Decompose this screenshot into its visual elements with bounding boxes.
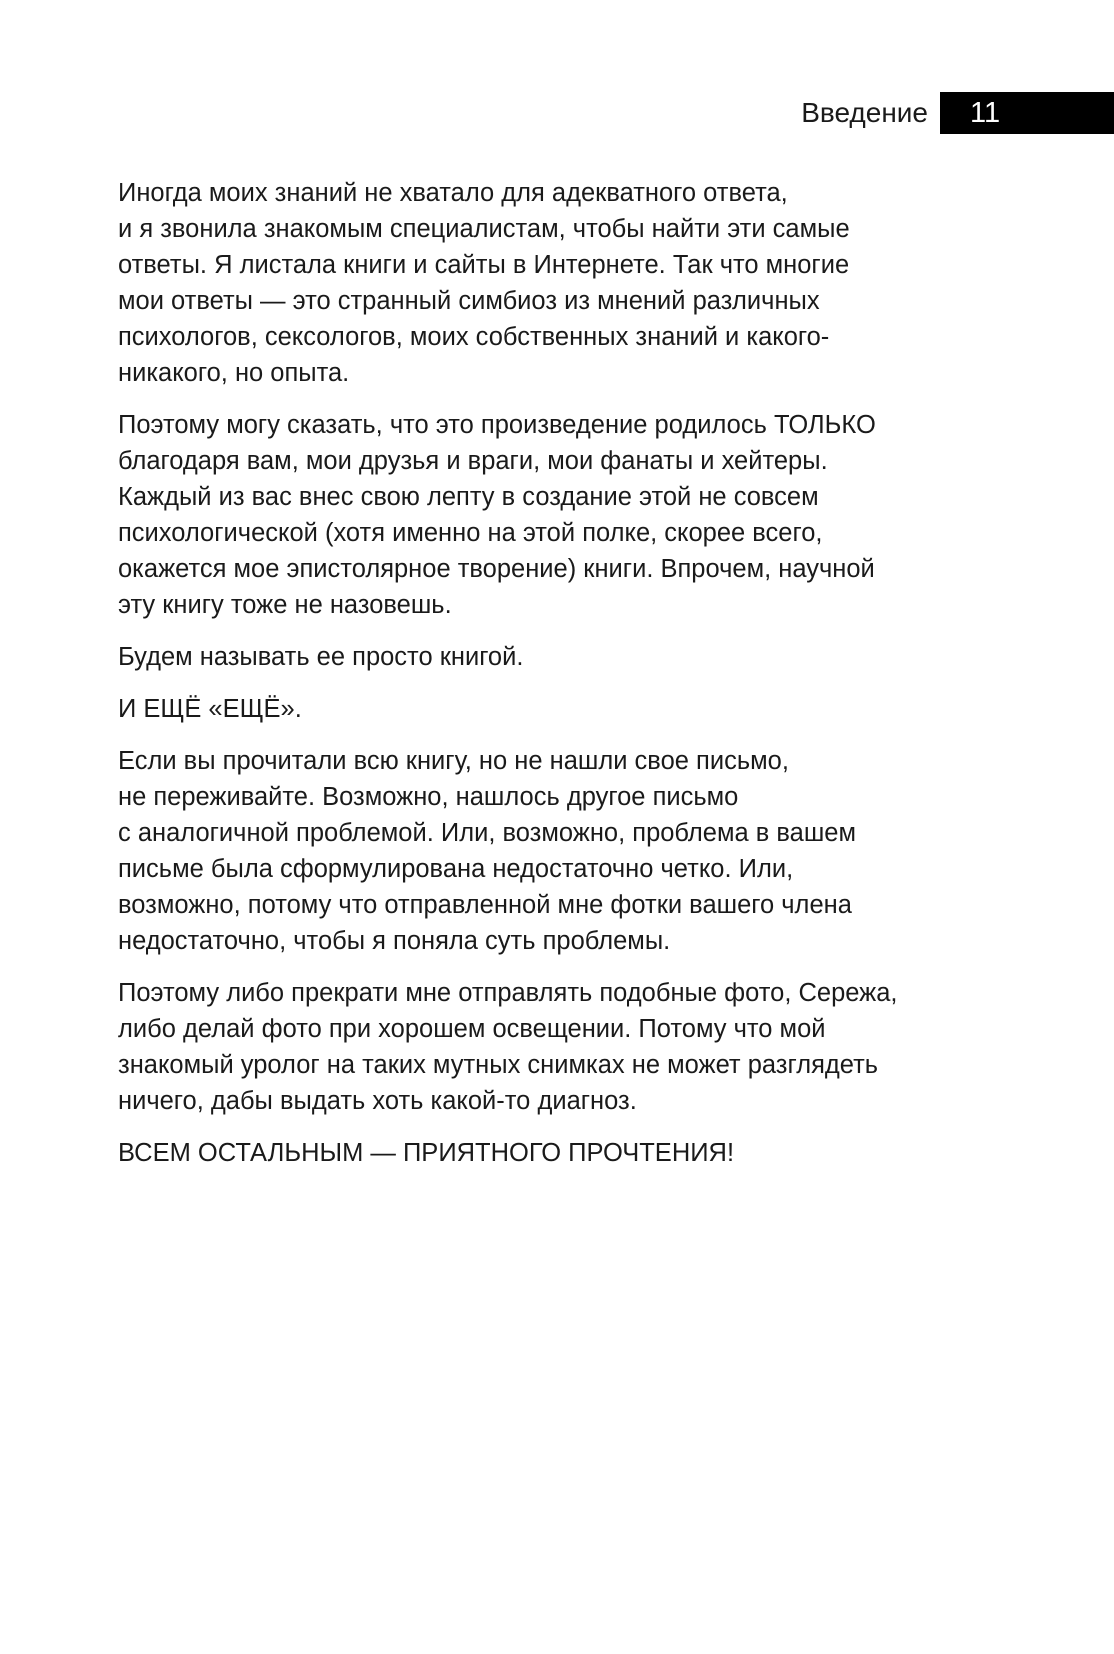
paragraph xyxy=(118,691,938,727)
text-line: ВСЕМ ОСТАЛЬНЫМ — ПРИЯТНОГО ПРОЧТЕНИЯ! xyxy=(118,1139,735,1167)
page-number-box xyxy=(940,92,1114,134)
text-line: недостаточно, чтобы я поняла суть проблемы. xyxy=(118,927,671,955)
text-line: Иногда моих знаний не хватало для адекватного ответа, xyxy=(118,179,788,207)
page-number: 11 xyxy=(970,97,1001,129)
paragraph xyxy=(118,639,938,675)
text-line: с аналогичной проблемой. Или, возможно, проблема в вашем xyxy=(118,819,856,847)
text-line: окажется мое эпистолярное творение) книги. Впрочем, научной xyxy=(118,555,875,583)
paragraph xyxy=(118,1135,938,1171)
paragraph xyxy=(118,175,938,391)
text-line: мои ответы — это странный симбиоз из мнений различных xyxy=(118,287,820,315)
paragraph xyxy=(118,975,938,1119)
text-line: Поэтому могу сказать, что это произведение родилось ТОЛЬКО xyxy=(118,411,876,439)
text-line: письме была сформулирована недостаточно четко. Или, xyxy=(118,855,794,883)
paragraph xyxy=(118,743,938,959)
text-line: благодаря вам, мои друзья и враги, мои фанаты и хейтеры. xyxy=(118,447,828,475)
text-line: не переживайте. Возможно, нашлось другое письмо xyxy=(118,783,739,811)
text-line: возможно, потому что отправленной мне фотки вашего члена xyxy=(118,891,852,919)
text-line: либо делай фото при хорошем освещении. Потому что мой xyxy=(118,1015,826,1043)
text-line: психологов, сексологов, моих собственных знаний и какого- xyxy=(118,323,830,351)
text-line: Будем называть ее просто книгой. xyxy=(118,643,524,671)
text-line: никакого, но опыта. xyxy=(118,359,350,387)
text-line: Если вы прочитали всю книгу, но не нашли свое письмо, xyxy=(118,747,789,775)
body-text xyxy=(118,175,938,1187)
section-title: Введение xyxy=(801,97,928,128)
paragraph xyxy=(118,407,938,623)
text-line: Поэтому либо прекрати мне отправлять подобные фото, Сережа, xyxy=(118,979,898,1007)
text-line: ничего, дабы выдать хоть какой-то диагноз. xyxy=(118,1087,637,1115)
text-line: психологической (хотя именно на этой полке, скорее всего, xyxy=(118,519,823,547)
text-line: эту книгу тоже не назовешь. xyxy=(118,591,452,619)
text-line: и я звонила знакомым специалистам, чтобы найти эти самые xyxy=(118,215,850,243)
text-line: знакомый уролог на таких мутных снимках не может разглядеть xyxy=(118,1051,879,1079)
text-line: ответы. Я листала книги и сайты в Интернете. Так что многие xyxy=(118,251,850,279)
text-line: И ЕЩЁ «ЕЩЁ». xyxy=(118,695,302,723)
running-header xyxy=(801,92,1114,134)
text-line: Каждый из вас внес свою лепту в создание этой не совсем xyxy=(118,483,819,511)
